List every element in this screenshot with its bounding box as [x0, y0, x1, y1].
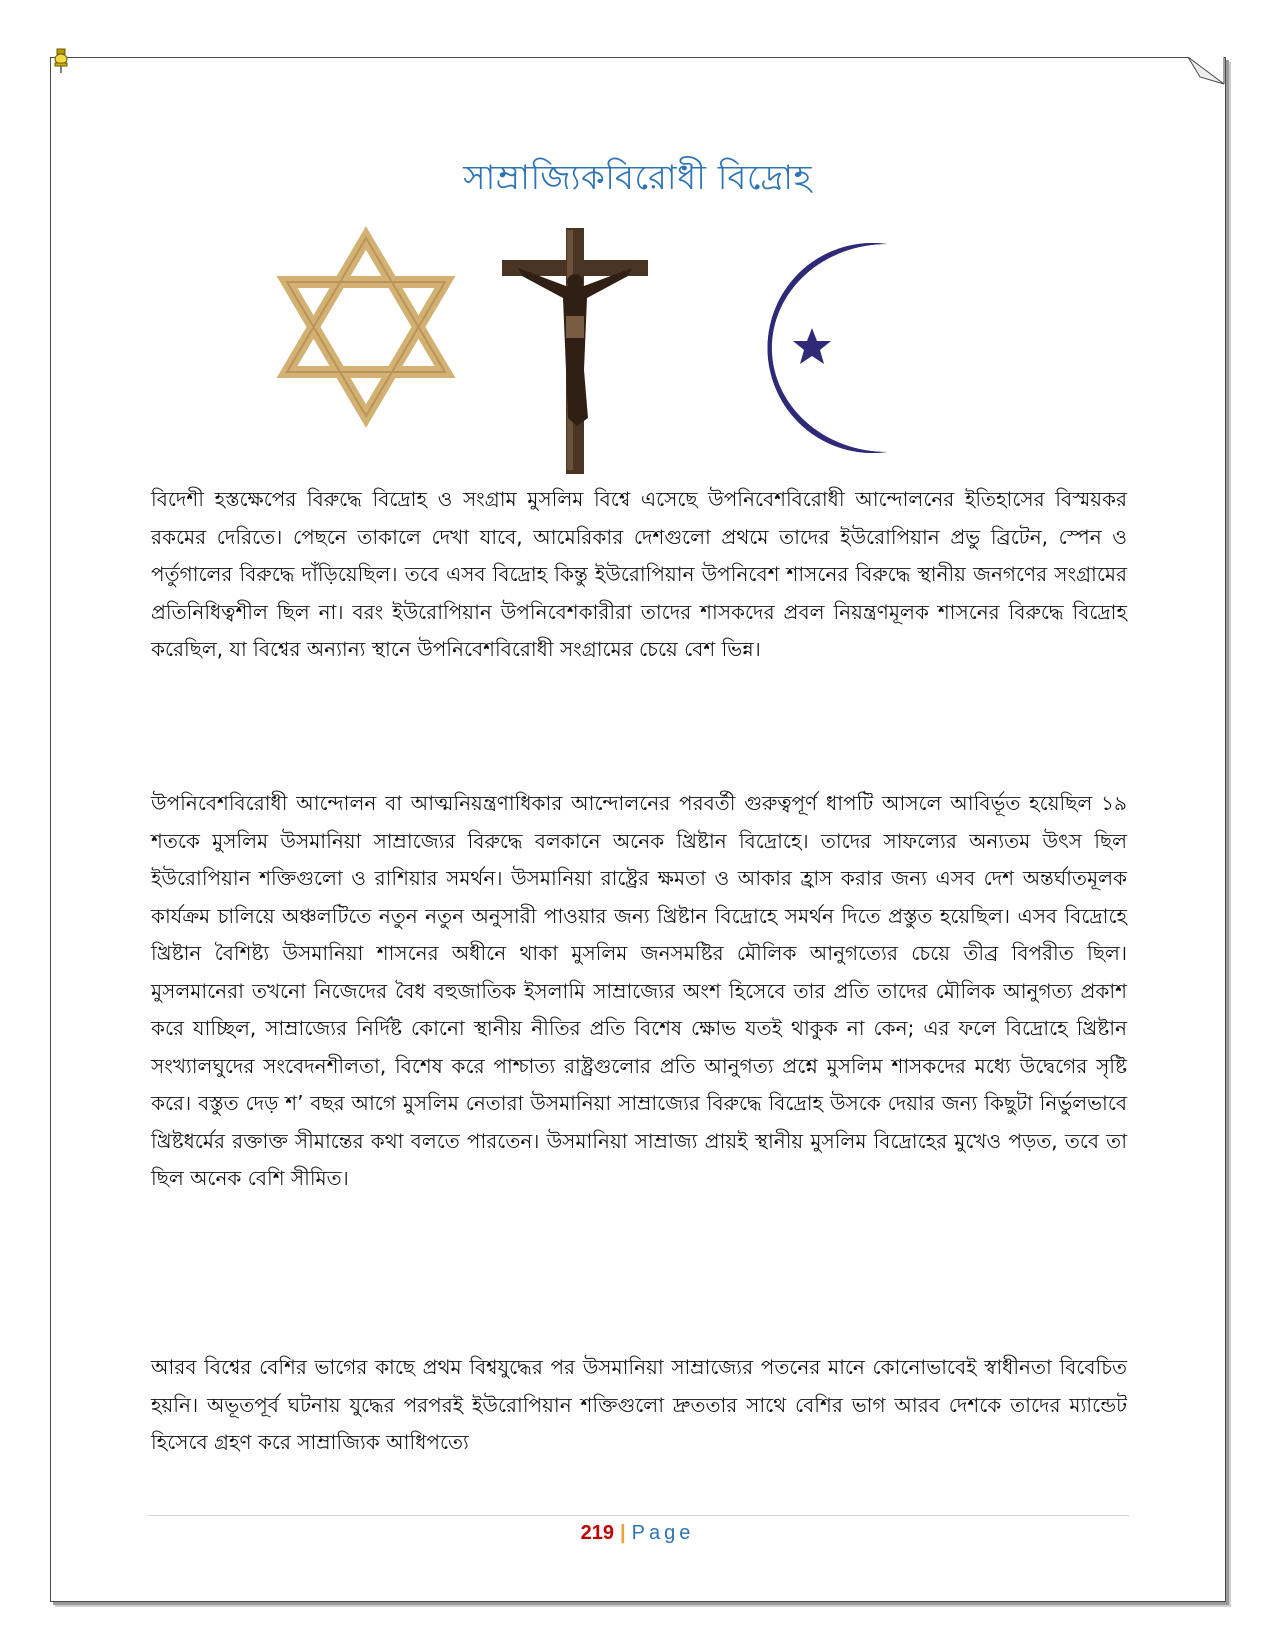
page-footer: [0, 1522, 1275, 1545]
footer-separator: |: [620, 1522, 626, 1544]
body-paragraph: বিদেশী হস্তক্ষেপের বিরুদ্ধে বিদ্রোহ ও সংগ্রাম মুসলিম বিশ্বে এসেছে উপনিবেশবিরোধী আন্দোলনের ইতিহাসের বিস্ময়কর রকমের দেরিতে। পেছনে তাকালে দেখা যাবে, আমেরিকার দেশগুলো প্রথমে তাদের ইউরোপিয়ান প্রভু ব্রিটেন, স্পেন ও পর্তুগালের বিরুদ্ধে দাঁড়িয়েছিল। তবে এসব বিদ্রোহ কিন্তু ইউরোপিয়ান উপনিবেশ শাসনের বিরুদ্ধে স্থানীয় জনগণের সংগ্রামের প্রতিনিধিত্বশীল ছিল না। বরং ইউরোপিয়ান উপনিবেশকারীরা তাদের শাসকদের প্রবল নিয়ন্ত্রণমূলক শাসনের বিরুদ্ধে বিদ্রোহ করেছিল, যা বিশ্বের অন্যান্য স্থানে উপনিবেশবিরোধী সংগ্রামের চেয়ে বেশ ভিন্ন।: [151, 487, 1127, 661]
page-label: Page: [631, 1522, 695, 1544]
body-paragraph: আরব বিশ্বের বেশির ভাগের কাছে প্রথম বিশ্বযুদ্ধের পর উসমানিয়া সাম্রাজ্যের পতনের মানে কোনোভাবেই স্বাধীনতা বিবেচিত হয়নি। অভূতপূর্ব ঘটনায় যুদ্ধের পরপরই ইউরোপিয়ান শক্তিগুলো দ্রুততার সাথে বেশির ভাগ আরব দেশকে তাদের ম্যান্ডেট হিসেবে গ্রহণ করে সাম্রাজ্যিক আধিপত্যে: [151, 1355, 1127, 1454]
crescent-star-icon: [768, 243, 887, 453]
page-title: সাম্রাজ্যিকবিরোধী বিদ্রোহ: [463, 158, 812, 198]
page-number: 219: [580, 1522, 615, 1544]
pushpin-icon: [52, 48, 70, 74]
religious-symbols-image: [232, 220, 1032, 476]
body-paragraph: উপনিবেশবিরোধী আন্দোলন বা আত্মনিয়ন্ত্রণাধিকার আন্দোলনের পরবর্তী গুরুত্বপূর্ণ ধাপটি আসলে আবির্ভূত হয়েছিল ১৯ শতকে মুসলিম উসমানিয়া সাম্রাজ্যের বিরুদ্ধে বলকানে অনেক খ্রিষ্টান বিদ্রোহে। তাদের সাফল্যের অন্যতম উৎস ছিল ইউরোপিয়ান শক্তিগুলো ও রাশিয়ার সমর্থন। উসমানিয়া রাষ্ট্রের ক্ষমতা ও আকার হ্রাস করার জন্য এসব দেশ অন্তর্ঘাতমূলক কার্যক্রম চালিয়ে অঞ্চলটিতে নতুন নতুন অনুসারী পাওয়ার জন্য খ্রিষ্টান বিদ্রোহে সমর্থন দিতে প্রস্তুত হয়েছিল। এসব বিদ্রোহে খ্রিষ্টান বৈশিষ্ট্য উসমানিয়া শাসনের অধীনে থাকা মুসলিম জনসমষ্টির মৌলিক আনুগত্যের চেয়ে তীব্র বিপরীত ছিল। মুসলমানেরা তখনো নিজেদের বৈধ বহুজাতিক ইসলামি সাম্রাজ্যের অংশ হিসেবে তার প্রতি তাদের মৌলিক আনুগত্য প্রকাশ করে যাচ্ছিল, সাম্রাজ্যের নির্দিষ্ট কোনো স্থানীয় নীতির প্রতি বিশেষ ক্ষোভ যতই থাকুক না কেন; এর ফলে বিদ্রোহে খ্রিষ্টান সংখ্যালঘুদের সংবেদনশীলতা, বিশেষ করে পাশ্চাত্য রাষ্ট্রগুলোর প্রতি আনুগত্য প্রশ্নে মুসলিম শাসকদের মধ্যে উদ্বেগের সৃষ্টি করে। বস্তুত দেড় শ’ বছর আগে মুসলিম নেতারা উসমানিয়া সাম্রাজ্যের বিরুদ্ধে বিদ্রোহ উসকে দেয়ার জন্য কিছুটা নির্ভুলভাবে খ্রিষ্টধর্মের রক্তাক্ত সীমান্তের কথা বলতে পারতেন। উসমানিয়া সাম্রাজ্য প্রায়ই স্থানীয় মুসলিম বিদ্রোহের মুখেও পড়ত, তবে তা ছিল অনেক বেশি সীমিত।: [151, 791, 1127, 1190]
page-fold-icon: [1188, 57, 1228, 85]
footer-divider: [147, 1515, 1129, 1516]
star-of-david-icon: [287, 238, 445, 416]
crucifix-icon: [502, 228, 648, 474]
